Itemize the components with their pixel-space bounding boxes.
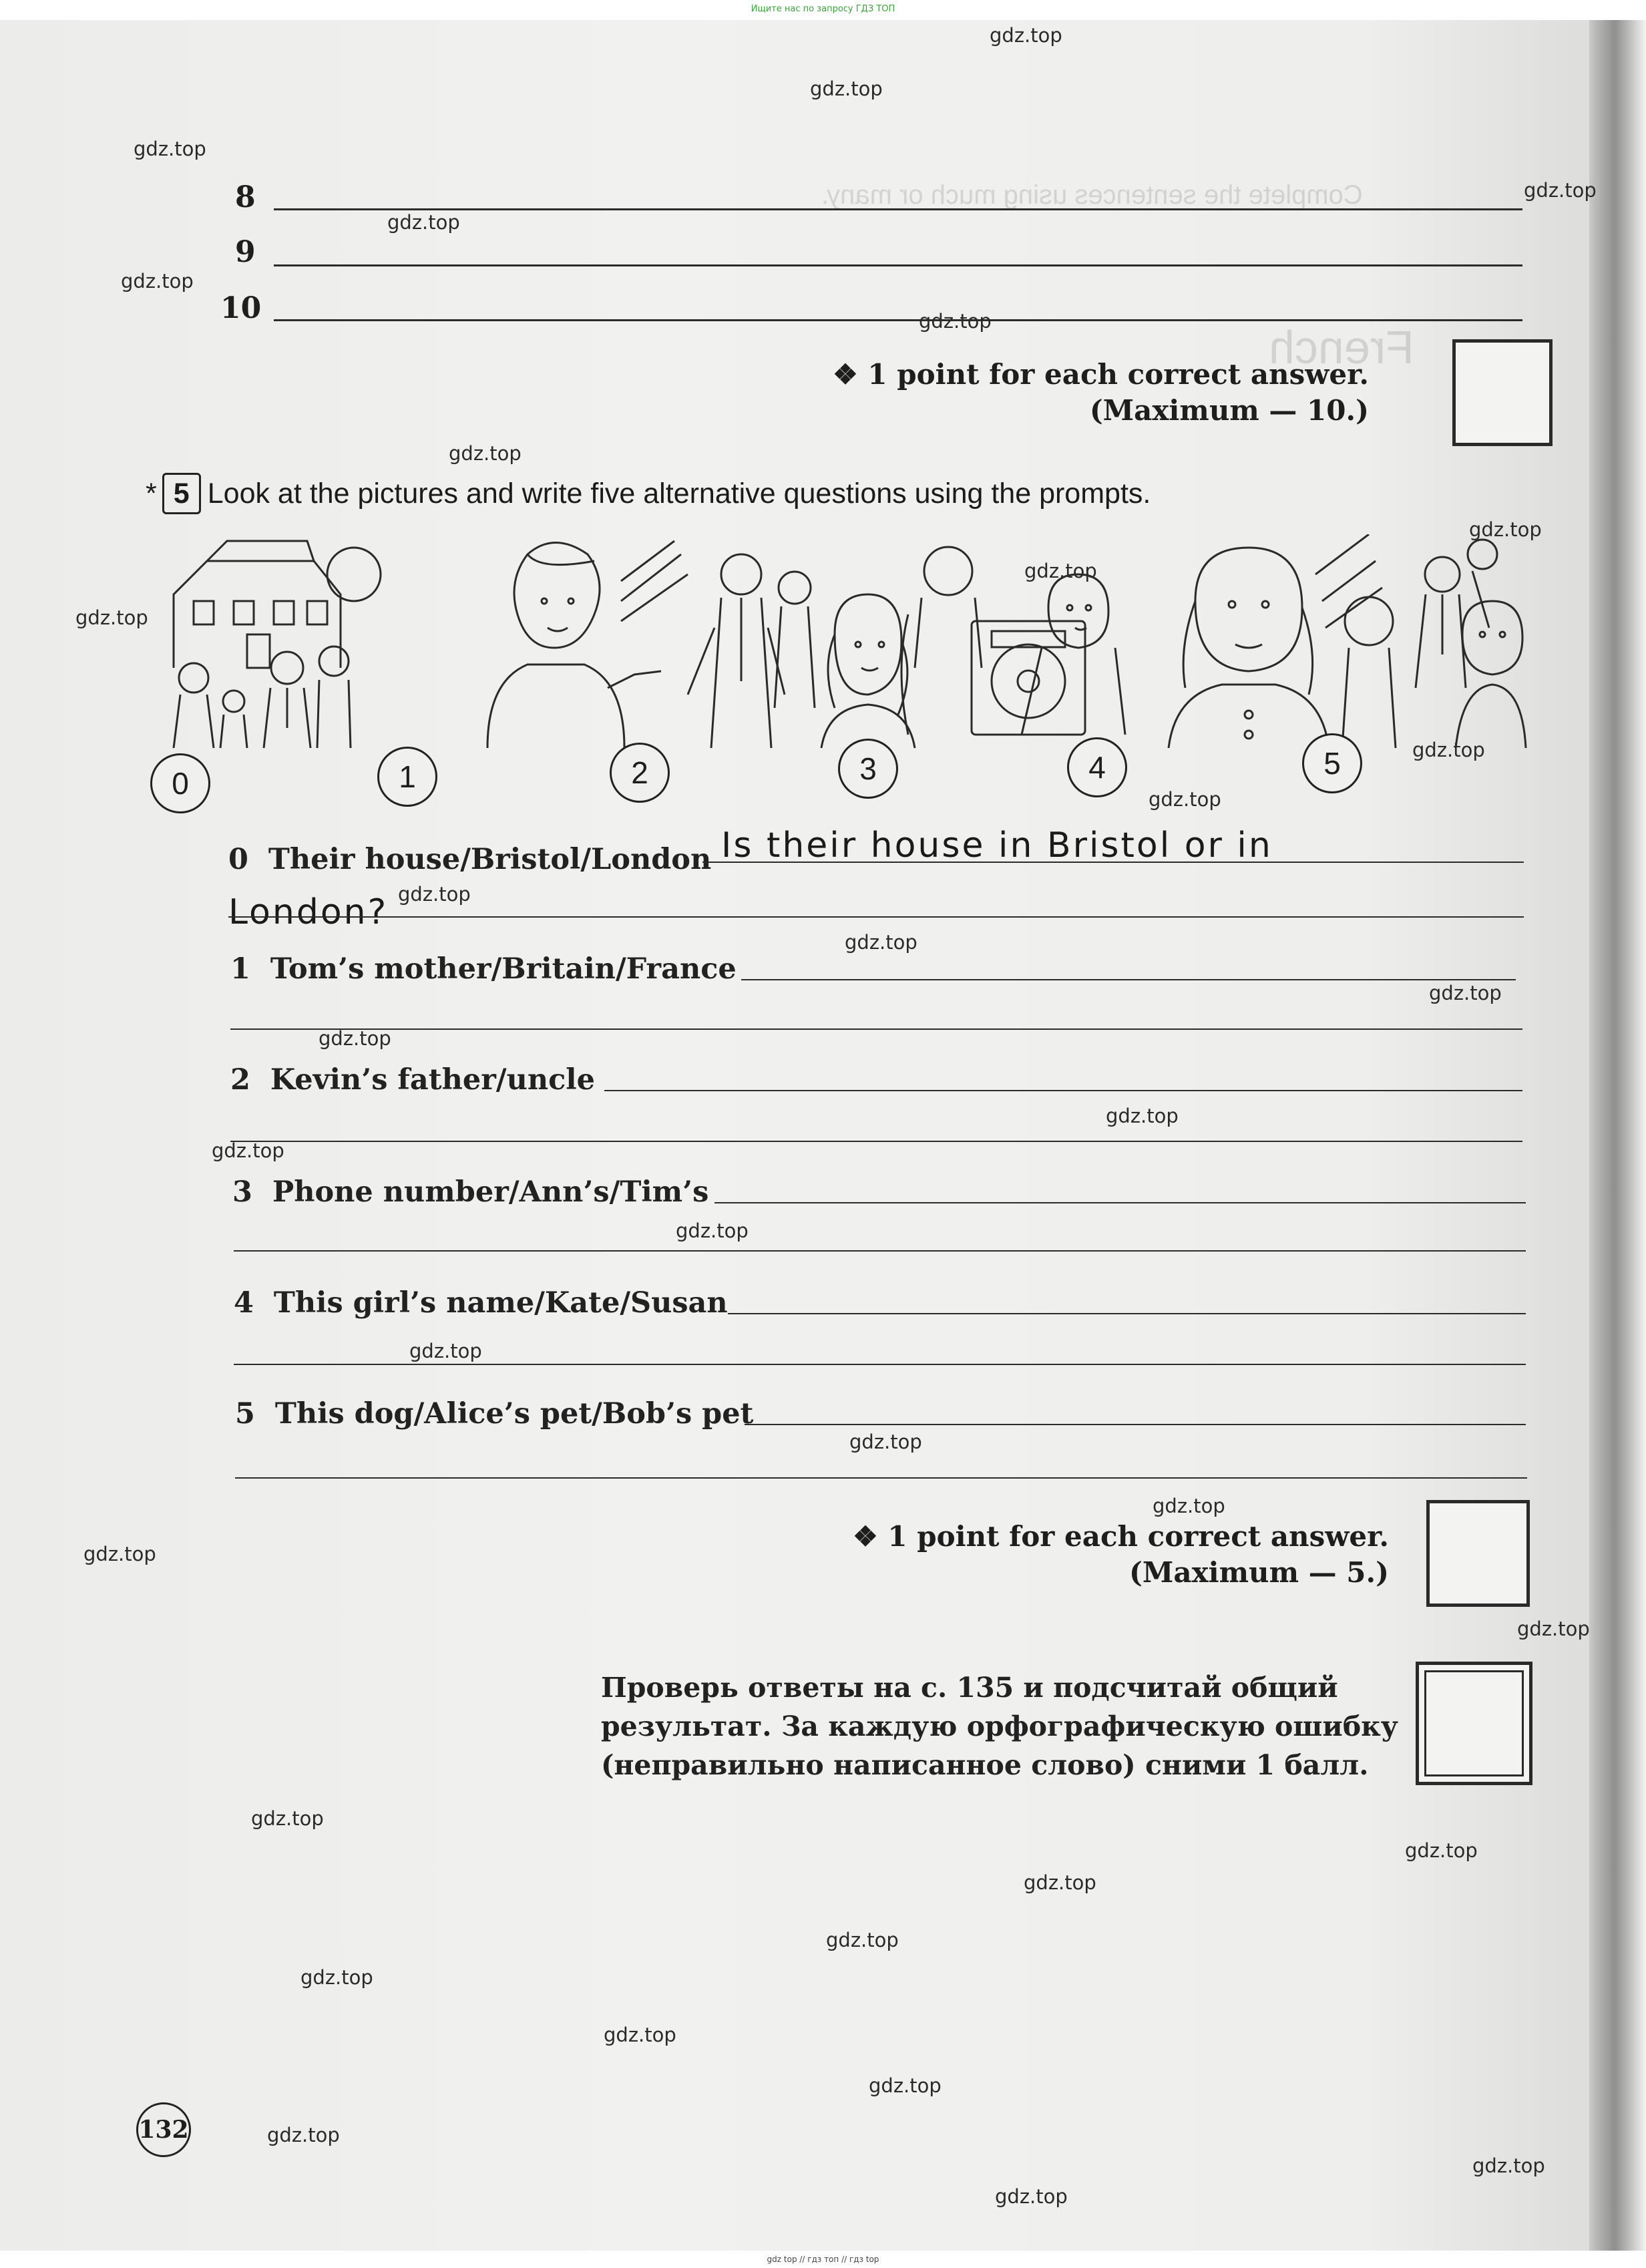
- item-prompt: Phone number/Ann’s/Tim’s: [272, 1175, 709, 1209]
- item-prompt: Kevin’s father/uncle: [270, 1063, 595, 1097]
- final-instruction-line: результат. За каждую орфографическую ошибку: [601, 1710, 1399, 1742]
- answer-line[interactable]: [702, 862, 1524, 863]
- question-item-0: [228, 843, 711, 876]
- picture-number-5: 5: [1302, 733, 1362, 793]
- watermark-text: gdz.top: [409, 1340, 482, 1362]
- watermark-text: gdz.top: [1405, 1839, 1478, 1862]
- watermark-text: gdz.top: [134, 138, 206, 160]
- watermark-text: gdz.top: [869, 2074, 942, 2097]
- answer-line[interactable]: [274, 264, 1522, 266]
- final-instruction: [601, 1668, 1402, 1784]
- answer-line[interactable]: [230, 1028, 1522, 1030]
- score-rule: [788, 1519, 1389, 1591]
- picture-number-4: 4: [1067, 737, 1127, 797]
- line-number: 9: [235, 235, 256, 269]
- final-instruction-line: (неправильно написанное слово) сними 1 балл.: [601, 1749, 1369, 1781]
- score-rule: [768, 357, 1369, 429]
- watermark-text: gdz.top: [1517, 1618, 1590, 1640]
- item-prompt: This dog/Alice’s pet/Bob’s pet: [274, 1397, 754, 1431]
- answer-line[interactable]: [741, 979, 1516, 980]
- score-rule-text: ❖ 1 point for each correct answer.: [833, 358, 1369, 391]
- score-max-text: (Maximum — 5.): [1129, 1556, 1389, 1589]
- picture-number-2: 2: [610, 743, 670, 803]
- total-score-box[interactable]: [1416, 1662, 1532, 1785]
- bottom-banner[interactable]: gdz top // гдз топ // гдз top: [0, 2251, 1646, 2268]
- answer-line[interactable]: [230, 1141, 1522, 1142]
- watermark-text: gdz.top: [1524, 179, 1597, 202]
- watermark-text: gdz.top: [267, 2124, 340, 2146]
- watermark-text: gdz.top: [845, 931, 917, 954]
- watermark-text: gdz.top: [1153, 1495, 1225, 1517]
- score-max-text: (Maximum — 10.): [1089, 394, 1369, 427]
- question-item-2: [230, 1063, 595, 1097]
- picture-house-family: [174, 541, 381, 748]
- watermark-text: gdz.top: [1429, 982, 1502, 1004]
- handwritten-answer-line-1: Is their house in Bristol or in: [721, 825, 1273, 866]
- watermark-text: gdz.top: [1024, 1871, 1096, 1894]
- item-prompt: This girl’s name/Kate/Susan: [273, 1286, 728, 1320]
- handwritten-answer-line-2: London?: [228, 892, 389, 932]
- watermark-text: gdz.top: [121, 270, 194, 293]
- answer-line[interactable]: [604, 1090, 1522, 1091]
- picture-number-0: 0: [150, 753, 210, 813]
- line-number: 8: [235, 180, 256, 214]
- watermark-text: gdz.top: [1149, 788, 1221, 811]
- pictures-strip: [154, 534, 1529, 755]
- question-item-5: [235, 1397, 753, 1431]
- item-number: 2: [230, 1063, 250, 1097]
- answer-line[interactable]: [228, 916, 1524, 918]
- watermark-text: gdz.top: [995, 2185, 1068, 2208]
- item-number: 0: [228, 843, 248, 876]
- top-banner[interactable]: Ищите нас по запросу ГДЗ ТОП: [0, 0, 1646, 20]
- picture-boy-pointing: [487, 541, 688, 748]
- watermark-text: gdz.top: [212, 1139, 284, 1162]
- score-box[interactable]: [1452, 339, 1553, 446]
- task-number: 5: [162, 473, 201, 514]
- watermark-text: gdz.top: [1469, 518, 1542, 541]
- show-through-text: French: [1269, 321, 1414, 373]
- picture-number-1: 1: [377, 747, 437, 807]
- item-number: 1: [230, 952, 250, 986]
- question-item-4: [234, 1286, 728, 1320]
- item-prompt: Their house/Bristol/London: [268, 843, 712, 876]
- task-instruction: Look at the pictures and write five alternative questions using the prompts.: [207, 478, 1151, 510]
- watermark-text: gdz.top: [319, 1027, 391, 1050]
- watermark-text: gdz.top: [398, 883, 471, 906]
- watermark-text: gdz.top: [251, 1807, 324, 1830]
- answer-line[interactable]: [745, 1424, 1526, 1425]
- page-number: 132: [136, 2102, 191, 2157]
- item-number: 4: [234, 1286, 254, 1320]
- star-mark: *: [146, 478, 157, 510]
- score-box[interactable]: [1426, 1500, 1530, 1607]
- book-spine: [1589, 0, 1646, 2268]
- question-item-3: [232, 1175, 708, 1209]
- answer-line[interactable]: [235, 1477, 1527, 1479]
- line-number: 10: [220, 291, 262, 325]
- watermark-text: gdz.top: [75, 606, 148, 629]
- answer-line[interactable]: [234, 1250, 1526, 1252]
- final-instruction-line: Проверь ответы на с. 135 и подсчитай общий: [601, 1672, 1338, 1704]
- picture-man-and-girl: [688, 554, 915, 748]
- watermark-text: gdz.top: [83, 1543, 156, 1565]
- watermark-text: gdz.top: [1024, 560, 1097, 582]
- task-5-heading: [146, 473, 1151, 514]
- watermark-text: gdz.top: [810, 77, 883, 100]
- watermark-text: gdz.top: [604, 2024, 676, 2046]
- item-prompt: Tom’s mother/Britain/France: [270, 952, 737, 986]
- score-rule-text: ❖ 1 point for each correct answer.: [853, 1520, 1389, 1553]
- watermark-text: gdz.top: [300, 1966, 373, 1989]
- picture-number-3: 3: [838, 739, 898, 799]
- watermark-text: gdz.top: [1106, 1105, 1179, 1127]
- watermark-text: gdz.top: [849, 1431, 922, 1453]
- picture-girl-portrait: [1169, 534, 1382, 748]
- watermark-text: gdz.top: [449, 442, 522, 465]
- watermark-text: gdz.top: [1412, 739, 1485, 761]
- picture-children-with-dog: [1342, 540, 1526, 748]
- answer-line[interactable]: [728, 1313, 1526, 1314]
- watermark-text: gdz.top: [1472, 2154, 1545, 2177]
- watermark-text: gdz.top: [990, 24, 1062, 47]
- watermark-text: gdz.top: [387, 211, 460, 234]
- watermark-text: gdz.top: [676, 1219, 749, 1242]
- watermark-text: gdz.top: [826, 1929, 899, 1951]
- answer-line[interactable]: [274, 208, 1522, 210]
- question-item-1: [230, 952, 737, 986]
- show-through-text: Complete the sentences using much or many.: [821, 180, 1363, 210]
- watermark-text: gdz.top: [919, 310, 992, 333]
- answer-line[interactable]: [234, 1364, 1526, 1365]
- answer-line[interactable]: [274, 319, 1522, 321]
- item-number: 3: [232, 1175, 252, 1209]
- answer-line[interactable]: [714, 1202, 1526, 1203]
- item-number: 5: [235, 1397, 255, 1431]
